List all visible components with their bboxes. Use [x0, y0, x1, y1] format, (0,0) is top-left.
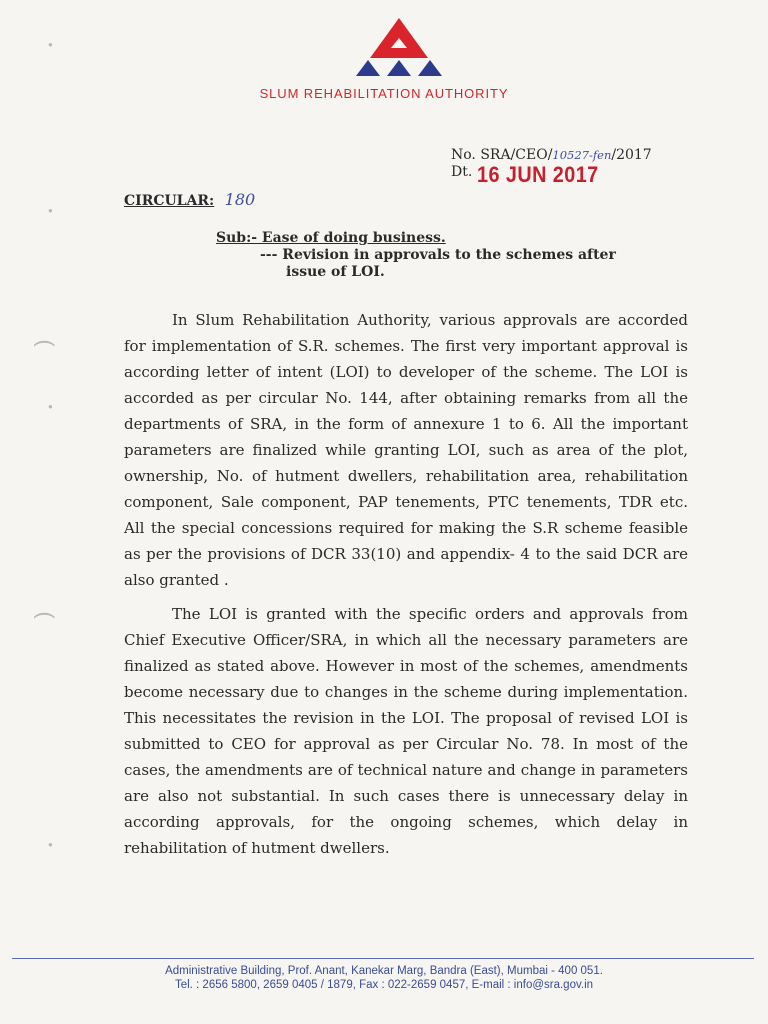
punch-mark: ●	[48, 402, 53, 411]
hole-punch-arc: (	[33, 611, 59, 619]
subject-line-2: --- Revision in approvals to the schemes after	[260, 247, 616, 263]
footer-divider	[12, 958, 754, 959]
punch-mark: ●	[48, 40, 53, 49]
date-label: Dt.	[451, 164, 473, 180]
punch-mark: ●	[48, 206, 53, 215]
logo-bottom-center-triangle	[387, 60, 411, 76]
reference-handwritten-number: 10527-fen	[552, 148, 612, 162]
body-paragraph-2: The LOI is granted with the specific orders and approvals from Chief Executive Officer/SRA, in which all the necessary parameters are finalized as stated above. However in most of the schemes, amendments become necessary due to changes in the scheme during implementation. This necessitates the revision in the LOI. The proposal of revised LOI is submitted to CEO for approval as per Circular No. 78. In most of the cases, the amendments are of technical nature and change in parameters are also not substantial. In such cases there is unnecessary delay in according approvals, for the ongoing schemes, which delay in rehabilitation of hutment dwellers.	[124, 605, 688, 857]
footer-address-line: Administrative Building, Prof. Anant, Kanekar Marg, Bandra (East), Mumbai - 400 051.	[165, 965, 603, 977]
logo-bottom-right-triangle	[418, 60, 442, 76]
sra-logo	[354, 16, 444, 80]
subject-block	[216, 230, 616, 281]
reference-number	[451, 144, 652, 163]
subject-line-1: Sub:- Ease of doing business.	[216, 230, 446, 246]
date-line	[451, 162, 613, 188]
footer-contact-line: Tel. : 2656 5800, 2659 0405 / 1879, Fax : 022-2659 0457, E-mail : info@sra.gov.in	[174, 979, 594, 991]
punch-mark: ●	[48, 840, 53, 849]
hole-punch-arc: (	[33, 339, 59, 347]
circular-label: CIRCULAR:	[124, 193, 215, 209]
logo-bottom-left-triangle	[356, 60, 380, 76]
reference-suffix: /2017	[611, 147, 652, 163]
circular-heading	[124, 190, 255, 209]
body-paragraph-1: In Slum Rehabilitation Authority, various approvals are accorded for implementation of S.R. schemes. The first very important approval is according letter of intent (LOI) to developer of the scheme. The LOI is accorded as per circular No. 144, after obtaining remarks from all the departments of SRA, in the form of annexure 1 to 6. All the important parameters are finalized while granting LOI, such as area of the plot, ownership, No. of hutment dwellers, rehabilitation area, rehabilitation component, Sale component, PAP tenements, PTC tenements, TDR etc. All the special concessions required for making the S.R scheme feasible as per the provisions of DCR 33(10) and appendix- 4 to the said DCR are also granted .	[124, 311, 688, 589]
date-stamp: 16 JUN 2017	[477, 162, 600, 187]
reference-prefix: No. SRA/CEO/	[451, 147, 553, 163]
organization-name: SLUM REHABILITATION AUTHORITY	[259, 86, 509, 101]
circular-number: 180	[224, 190, 256, 209]
subject-line-3: issue of LOI.	[286, 264, 385, 280]
footer-address	[0, 964, 768, 992]
